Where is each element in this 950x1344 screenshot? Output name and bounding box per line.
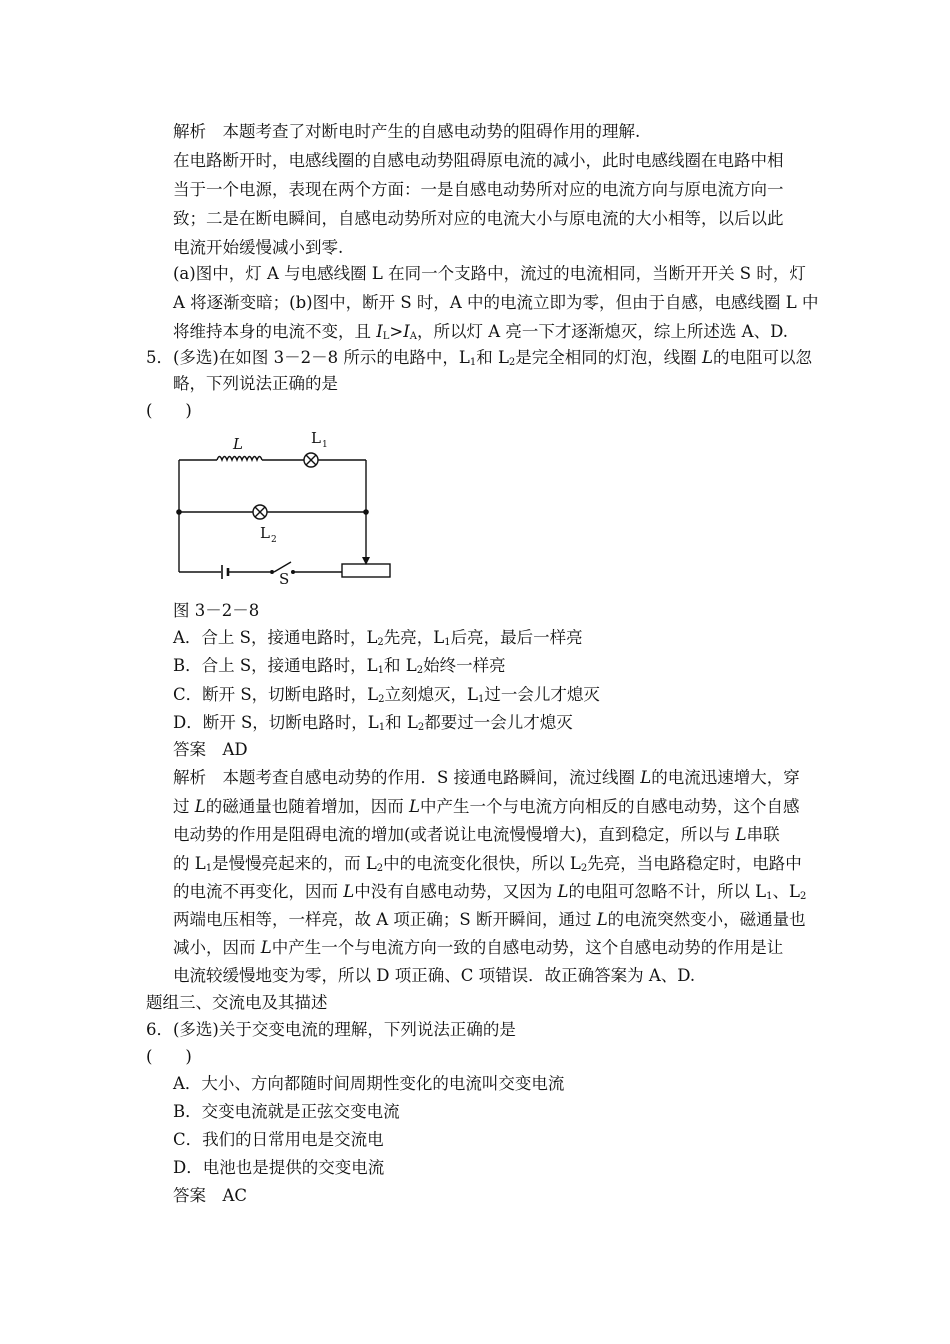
current-symbol: I <box>403 322 410 341</box>
q6-option-b: B．交变电流就是正弦交变电流 <box>173 1102 400 1121</box>
operator: > <box>389 322 404 341</box>
q5-analysis-line <box>173 882 806 907</box>
text-run: 解析 本题考查自感电动势的作用．S 接通电路瞬间，流过线圈 <box>173 768 641 787</box>
q5-stem <box>146 348 812 373</box>
q6-option-c: C．我们的日常用电是交流电 <box>173 1130 384 1149</box>
q5-option-c <box>173 685 600 710</box>
inductor-symbol: L <box>194 797 206 816</box>
text-run: 将维持本身的电流不变，且 <box>173 322 377 341</box>
inductor-symbol: L <box>557 882 569 901</box>
subscript: 2 <box>799 891 807 902</box>
section-heading: 题组三、交流电及其描述 <box>146 993 328 1012</box>
inductor-symbol: L <box>408 797 420 816</box>
subscript: 1 <box>469 357 477 368</box>
subscript: 2 <box>377 637 384 648</box>
subscript: 1 <box>477 694 485 705</box>
text-run: 中的电流变化很快，所以 L <box>383 854 581 873</box>
q4-analysis-line <box>173 322 788 347</box>
junction-dot <box>363 509 369 515</box>
q5-analysis-line: 电流较缓慢地变为零，所以 D 项正确、C 项错误．故正确答案为 A、D. <box>173 966 696 985</box>
inductor-label: L <box>233 435 243 453</box>
text-run: 中产生一个与电流方向相反的自感电动势，这个自感 <box>419 797 800 816</box>
inductor-symbol: L <box>260 938 272 957</box>
text-run: 串联 <box>746 825 780 844</box>
current-symbol: I <box>376 322 383 341</box>
junction-dot <box>176 509 182 515</box>
q5-analysis-line <box>173 910 806 930</box>
text-run: 过一会儿才熄灭 <box>484 685 600 704</box>
inductor-symbol: L <box>735 825 747 844</box>
subscript: 1 <box>377 665 385 676</box>
text-run: 先亮，L <box>383 628 445 647</box>
lamp-l2-sub: 2 <box>271 535 277 545</box>
q6-option-a: A．大小、方向都随时间周期性变化的电流叫交变电流 <box>173 1074 565 1093</box>
rheostat <box>342 564 390 577</box>
lamp-l1-sub: 1 <box>322 440 328 450</box>
text-run: 和 L <box>476 348 509 367</box>
text-run: 的电流迅速增大，穿 <box>651 768 800 787</box>
subscript: 1 <box>766 891 773 902</box>
text-run: 中产生一个与电流方向一致的自感电动势，这个自感电动势的作用是让 <box>271 938 784 957</box>
text-run: 、L <box>772 882 800 901</box>
q6-option-d: D．电池也是提供的交变电流 <box>173 1158 385 1177</box>
switch-contact <box>291 570 295 574</box>
q4-analysis-line: 当于一个电源，表现在两个方面：一是自感电动势所对应的电流方向与原电流方向一 <box>173 180 784 199</box>
lamp-l2-label: L <box>260 524 270 542</box>
text-run: 中没有自感电动势，又因为 <box>354 882 558 901</box>
q4-analysis-line: A 将逐渐变暗；(b)图中，断开 S 时，A 中的电流立即为零，但由于自感，电感线圈 L 中 <box>173 293 819 312</box>
text-run: 后亮，最后一样亮 <box>450 628 583 647</box>
question-number: 5． <box>146 348 173 367</box>
subscript: 2 <box>580 863 588 874</box>
text-run: 两端电压相等，一样亮，故 A 项正确；S 断开瞬间，通过 <box>173 910 597 929</box>
q5-option-d <box>173 713 573 738</box>
text-run: ，所以灯 A 亮一下才逐渐熄灭，综上所述选 A、D. <box>417 322 788 341</box>
text-run: C．断开 S，切断电路时，L <box>173 685 379 704</box>
q4-analysis-line: 在电路断开时，电感线圈的自感电动势阻碍原电流的减小，此时电感线圈在电路中相 <box>173 151 784 170</box>
text-run: 的 L <box>173 854 206 873</box>
text-run: B．合上 S，接通电路时，L <box>173 656 378 675</box>
text-run: 立刻熄灭，L <box>384 685 478 704</box>
q5-analysis-line <box>173 825 780 845</box>
q6-stem: 6．(多选)关于交变电流的理解，下列说法正确的是 <box>146 1020 516 1039</box>
text-run: D．断开 S，切断电路时，L <box>173 713 379 732</box>
text-run: 的电阻可忽略不计，所以 L <box>568 882 767 901</box>
inductor-symbol: L <box>702 348 713 367</box>
text-run: 的电流不再变化，因而 <box>173 882 344 901</box>
q5-answer: 答案 AD <box>173 740 248 759</box>
subscript: 2 <box>376 863 384 874</box>
text-run: (多选)在如图 3－2－8 所示的电路中，L <box>173 348 470 367</box>
figure-caption: 图 3－2－8 <box>173 601 260 620</box>
inductor-symbol: L <box>596 910 608 929</box>
text-run: 的电流突然变小，磁通量也 <box>607 910 806 929</box>
q5-stem-line2: 略，下列说法正确的是 <box>173 374 338 393</box>
q5-analysis-line <box>173 797 799 817</box>
q5-option-a <box>173 628 583 653</box>
q5-analysis-line <box>173 768 800 788</box>
circuit-diagram <box>170 420 400 590</box>
text-run: 都要过一会儿才熄灭 <box>424 713 573 732</box>
subscript: 1 <box>444 637 451 648</box>
text-run: 的磁通量也随着增加，因而 <box>205 797 409 816</box>
q6-answer-paren: ( ) <box>146 1047 192 1066</box>
subscript: 1 <box>205 863 213 874</box>
inductor-coil <box>217 457 262 461</box>
text-run: 过 <box>173 797 195 816</box>
text-run: 和 L <box>384 656 417 675</box>
switch-contact <box>270 570 274 574</box>
text-run: A．合上 S，接通电路时，L <box>173 628 378 647</box>
q5-answer-paren: ( ) <box>146 401 192 420</box>
q5-option-b <box>173 656 506 681</box>
text-run: 和 L <box>385 713 418 732</box>
text-run: 减小，因而 <box>173 938 261 957</box>
q5-analysis-line <box>173 854 802 879</box>
text-run: 始终一样亮 <box>423 656 506 675</box>
lamp-l1-label: L <box>311 429 321 447</box>
inductor-symbol: L <box>343 882 355 901</box>
text-run: 电动势的作用是阻碍电流的增加(或者说让电流慢慢增大)，直到稳定，所以与 <box>173 825 736 844</box>
subscript: 2 <box>508 357 516 368</box>
text-run: 是完全相同的灯泡，线圈 <box>515 348 703 367</box>
inductor-symbol: L <box>640 768 652 787</box>
subscript: 2 <box>378 694 385 705</box>
text-run: 先亮，当电路稳定时，电路中 <box>587 854 802 873</box>
text-run: 的电阻可以忽 <box>713 348 812 367</box>
subscript: 2 <box>416 665 424 676</box>
q4-analysis-line: 电流开始缓慢减小到零. <box>173 238 344 257</box>
q6-answer: 答案 AC <box>173 1186 248 1205</box>
q4-analysis-line: 致；二是在断电瞬间，自感电动势所对应的电流大小与原电流的大小相等，以后以此 <box>173 209 784 228</box>
subscript: 1 <box>378 722 386 733</box>
switch-label: S <box>279 570 290 588</box>
q5-analysis-line <box>173 938 783 958</box>
q4-analysis-line: (a)图中，灯 A 与电感线圈 L 在同一个支路中，流过的电流相同，当断开开关 S 时，灯 <box>173 264 806 283</box>
subscript: A <box>409 331 418 342</box>
subscript: 2 <box>417 722 425 733</box>
subscript: L <box>382 331 390 342</box>
q4-analysis-head: 解析 本题考查了对断电时产生的自感电动势的阻碍作用的理解. <box>173 122 641 141</box>
text-run: 是慢慢亮起来的，而 L <box>212 854 377 873</box>
